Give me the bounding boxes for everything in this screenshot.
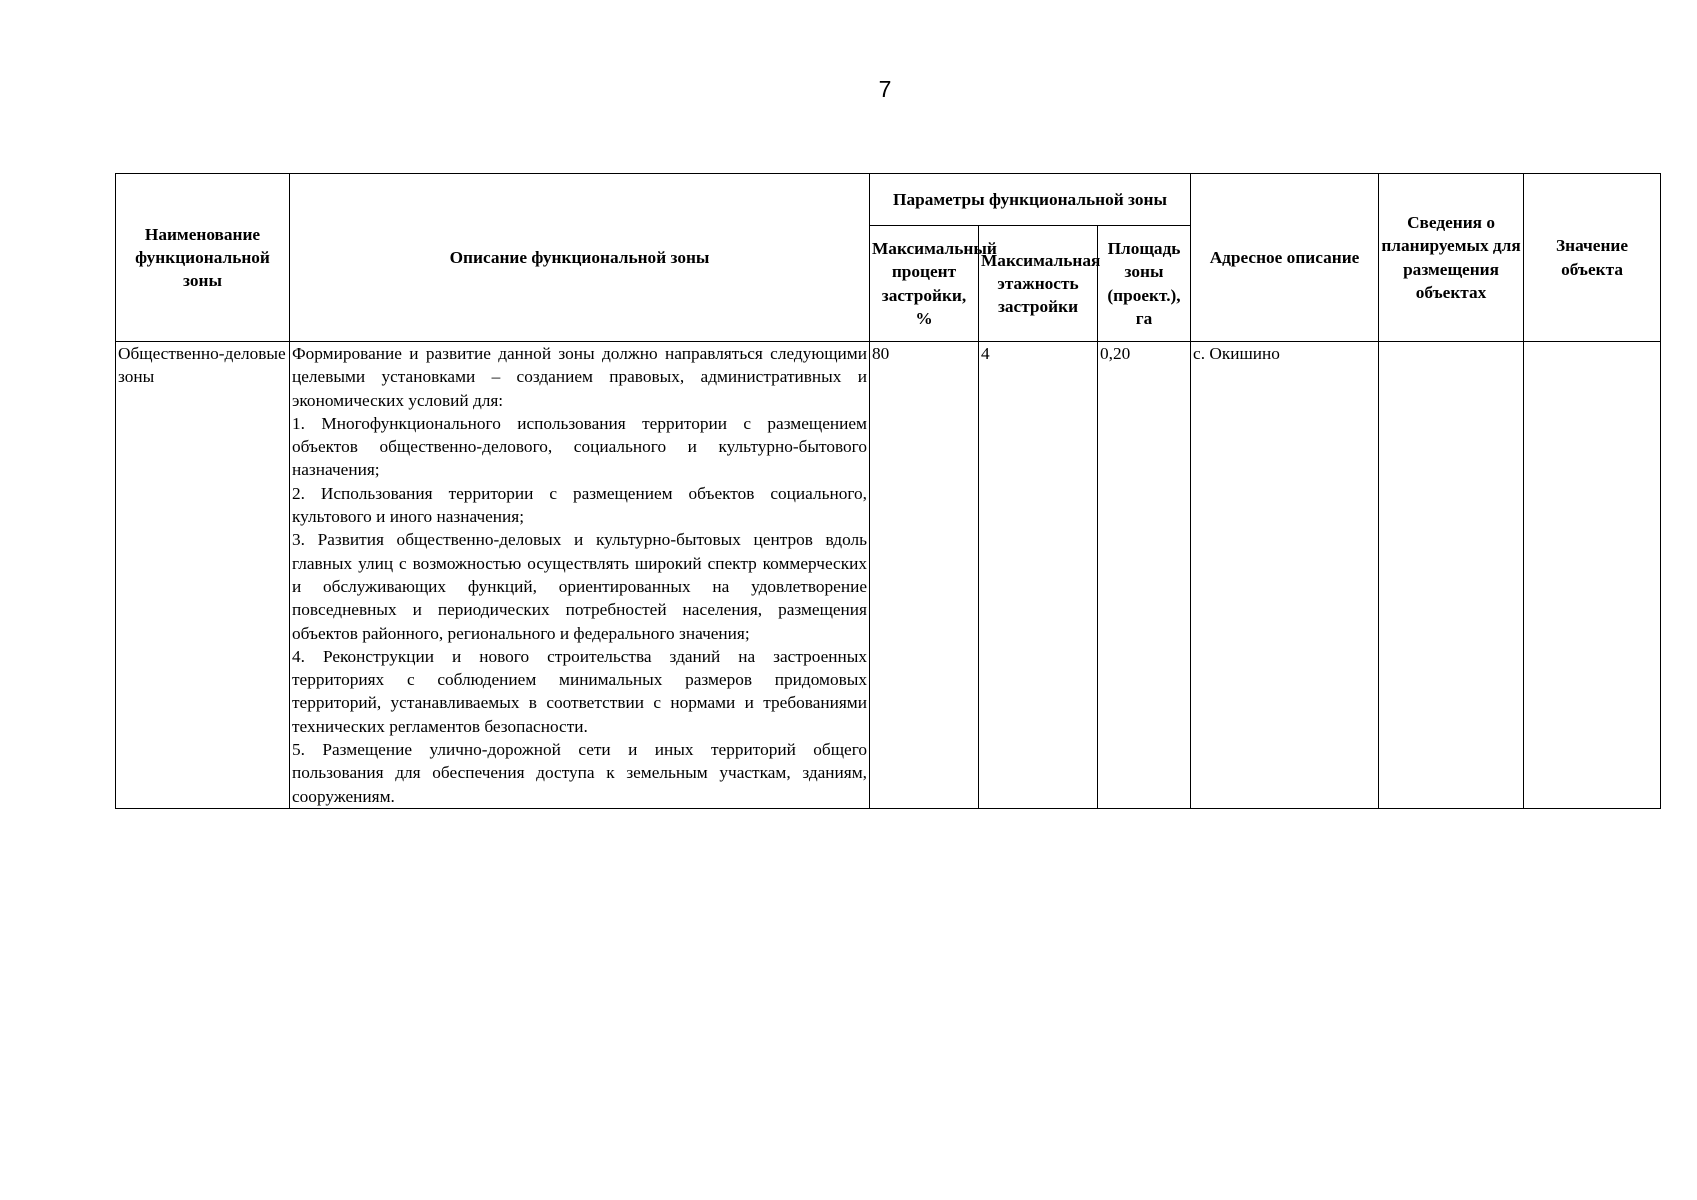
header-address: Адресное описание (1191, 174, 1379, 342)
cell-max-floors: 4 (979, 342, 1098, 809)
cell-zone-area: 0,20 (1098, 342, 1191, 809)
description-item: 4. Реконструкции и нового строительства зданий на застроенных территориях с соблюдением минимальных размеров придомовых территорий, устанавливаемых в соответствии с нормами и требованиями технических регламентов безопасности. (292, 646, 867, 736)
page-number: 7 (878, 76, 892, 102)
description-item: 1. Многофункционального использования территории с размещением объектов общественно-делового, социального и культурно-бытового назначения; (292, 413, 867, 480)
cell-planned-objects (1379, 342, 1524, 809)
header-max-floors: Максимальная этажность застройки (979, 226, 1098, 342)
description-paragraph: Формирование и развитие данной зоны должно направляться следующими целевыми установками – созданием правовых, административных и экономических условий для: (292, 344, 867, 410)
functional-zones-table (115, 173, 1661, 809)
header-zone-description: Описание функциональной зоны (290, 174, 870, 342)
description-item: 5. Размещение улично-дорожной сети и иных территорий общего пользования для обеспечения доступа к земельным участкам, зданиям, сооружениям. (292, 740, 867, 806)
header-object-significance: Значение объекта (1524, 174, 1661, 342)
header-planned-objects: Сведения о планируемых для размещения объектах (1379, 174, 1524, 342)
cell-zone-description (290, 342, 870, 809)
table-row (116, 342, 1661, 809)
cell-zone-name: Общественно-деловые зоны (116, 342, 290, 809)
cell-max-build-percent: 80 (870, 342, 979, 809)
header-zone-parameters: Параметры функциональной зоны (870, 174, 1191, 226)
header-zone-area: Площадь зоны (проект.), га (1098, 226, 1191, 342)
description-item: 2. Использования территории с размещением объектов социального, культового и иного назначения; (292, 483, 867, 527)
cell-object-significance (1524, 342, 1661, 809)
header-max-build-percent: Максимальный процент застройки, % (870, 226, 979, 342)
header-zone-name: Наименование функциональной зоны (116, 174, 290, 342)
description-item: 3. Развития общественно-деловых и культурно-бытовых центров вдоль главных улиц с возможностью осуществлять широкий спектр коммерческих и обслуживающих функций, ориентированных на удовлетворение повседневных и периодических потребностей населения, размещения объектов районного, регионального и федерального значения; (292, 530, 867, 643)
cell-address: с. Окишино (1191, 342, 1379, 809)
table-header-row (116, 174, 1661, 226)
